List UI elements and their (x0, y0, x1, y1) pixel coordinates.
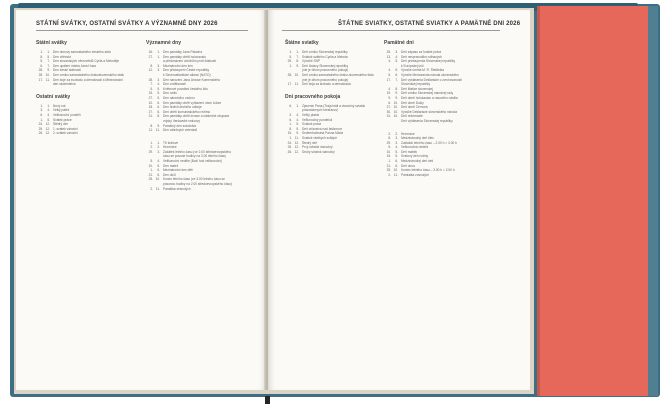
item-text: Nový rok (53, 103, 66, 108)
item-month: 4. (47, 112, 50, 117)
item-month: 4. (395, 54, 398, 59)
item-month: 1. (157, 140, 160, 145)
left-column-1 (36, 40, 140, 136)
item-day: 4. (388, 86, 391, 91)
item-day: 6. (388, 100, 391, 105)
item-day: 1. (289, 63, 292, 68)
item-text: Medzinárodný deň detí (401, 159, 434, 164)
item-text: Velký pátek (53, 108, 70, 113)
item-text: pravoslávnych kresťanov) (302, 108, 339, 113)
section-title-significant-days-cz: Významné dny (146, 40, 182, 46)
item-text: Památný den sokolstva (163, 123, 196, 128)
item-day: 17. (38, 77, 43, 82)
item-month: 8. (157, 114, 160, 119)
item-day: 27. (148, 95, 153, 100)
item-text: k Európskej únii (401, 63, 424, 68)
item-text: Velikonoční neděle (Boží hod velikonoční) (163, 159, 223, 164)
item-day: 1. (40, 117, 43, 122)
item-month: 7. (47, 59, 50, 64)
list-rest-days-sk (285, 104, 379, 155)
item-text: Veľkonočný pondelok (302, 117, 333, 122)
left-page-header: STÁTNÍ SVÁTKY, OSTATNÍ SVÁTKY A VÝZNAMNÉ DNY 2026 (36, 21, 218, 27)
item-text: a předcházení zločinům proti lidskosti (163, 59, 216, 64)
item-day (384, 119, 391, 124)
item-month: 6. (395, 159, 398, 164)
item-day: 6. (289, 103, 292, 108)
item-text: Sviatok svätého Cyrila a Metoda (302, 54, 348, 59)
right-page-header: ŠTÁTNE SVIATKY, OSTATNÉ SVIATKY A PAMÄTNÉ DNI 2026 (338, 21, 521, 27)
item-day: 3. (289, 112, 292, 117)
item-day: 10. (148, 163, 153, 168)
item-month: 11. (294, 135, 299, 140)
item-month: 5. (47, 117, 50, 122)
item-month: 11. (45, 77, 50, 82)
item-month: 5. (157, 86, 160, 91)
item-month: 7. (395, 77, 398, 82)
item-month: 11. (155, 128, 160, 133)
item-text: Medzinárodný deň žien (401, 136, 434, 141)
item-text: Zjavenie Pána (Traja králi a vianočný sviatok (302, 103, 366, 108)
item-month: 12. (294, 149, 299, 154)
item-day: 27. (386, 105, 391, 110)
item-day: 2. (388, 131, 391, 136)
item-text: Den památky obětí invaze a následné okupace (163, 114, 230, 119)
item-day: 6. (40, 112, 43, 117)
item-month: 6. (157, 105, 160, 110)
item-month: 5. (157, 95, 160, 100)
item-month: 11. (294, 82, 299, 87)
item-month: 9. (395, 95, 398, 100)
item-text: Výročie SNP (302, 59, 321, 64)
item-text: Den vzdělanosti (163, 82, 186, 87)
item-text: Svátek práce (53, 117, 72, 122)
item-text: Deň vyhlásenia Slovenskej republiky (401, 118, 453, 123)
item-day: 24. (287, 140, 292, 145)
item-text: Hromnice (163, 145, 177, 150)
item-day: 29. (148, 149, 153, 154)
item-text: Svetový deň rodiny (401, 154, 429, 159)
item-month: 1. (47, 103, 50, 108)
item-text: Začiatok letného času – 2.00 h = 3.00 h (401, 140, 457, 145)
item-month: 10. (393, 114, 398, 119)
item-text: Deň obetí Černovej (401, 105, 429, 110)
item-month: 12. (294, 145, 299, 150)
item-day: 17. (386, 77, 391, 82)
item-day: 1. (150, 140, 153, 145)
item-month: 9. (47, 68, 50, 73)
item-day: 3. (40, 108, 43, 113)
item-day: 25. (386, 50, 391, 54)
section-title-state-holidays-sk: Štátne sviatky (285, 40, 319, 46)
item-month: 4. (157, 82, 160, 87)
item-day: 25. (38, 126, 43, 131)
item-text: Štědrý den (53, 122, 69, 127)
item-month: 1. (157, 50, 160, 54)
item-text: Deň priestupenia Slovenskej republiky (401, 59, 456, 64)
item-month: 8. (296, 59, 299, 64)
item-text: Deň Matice slovenskej (401, 86, 433, 91)
item-text: Veľký piatok (302, 112, 320, 117)
item-text: Deň zápasu za ľudské práva (401, 50, 442, 54)
item-month: 4. (157, 159, 160, 164)
item-text: Konec letního času (ve 3.00 letního času se (163, 177, 225, 182)
item-text: Výročie Memoranda národa slovenského (401, 72, 459, 77)
item-text: Den narození Jana Ámose Komenského (163, 77, 221, 82)
item-day: 2. (150, 186, 153, 191)
item-month: 4. (47, 108, 50, 113)
item-day: 15. (386, 154, 391, 159)
item-day: 15. (148, 91, 153, 96)
section-title-memorial-days-sk: Pamätné dni (384, 40, 414, 46)
item-day: 19. (386, 91, 391, 96)
item-text: Štedrý deň (302, 140, 318, 145)
cover-spine-edge (648, 6, 658, 396)
item-text: (nie je dňom pracovného pokoja) (302, 77, 349, 82)
item-text: Den válečných veteránů (163, 128, 198, 133)
item-text: Den vítězství (53, 54, 72, 59)
item-day: 18. (148, 105, 153, 110)
item-day: 1. (289, 50, 292, 54)
item-month: 6. (157, 172, 160, 177)
item-text: Den matek (163, 163, 179, 168)
item-day: 7. (150, 82, 153, 87)
item-text: Koniec letného času – 3.00 h = 2.00 h (401, 168, 455, 173)
item-day: 8. (150, 63, 153, 68)
item-text: vojsky Varšavské smlouvy (163, 118, 200, 123)
item-month: 10. (294, 72, 299, 77)
item-day: 26. (287, 149, 292, 154)
left-column-2 (146, 40, 252, 191)
item-day: 28. (38, 68, 43, 73)
list-state-holidays-sk (285, 50, 379, 87)
item-text: Deň vzniku samostatného česko-slovenského štátu (302, 72, 375, 77)
item-text: k Severoatlantické alianci (NATO) (163, 72, 211, 77)
item-text: Den boje za svobodu a demokracii a Mezinárodní (53, 77, 123, 82)
item-text: Výročie úmrtia M. R. Štefánika (401, 68, 445, 73)
item-month: 12. (45, 126, 50, 131)
item-day: 25. (386, 168, 391, 173)
item-text: 2. svátek vánoční (53, 131, 78, 136)
item-text: Den památky Jana Palacha (163, 50, 202, 54)
item-day: 21. (148, 172, 153, 177)
item-day: 4. (388, 59, 391, 64)
item-text: Deň Ústavy Slovenskej republiky (302, 63, 349, 68)
item-day: 31. (386, 114, 391, 119)
item-month: 11. (393, 172, 398, 177)
item-month: 9. (395, 91, 398, 96)
item-month: 6. (157, 168, 160, 173)
item-text: Deň otcov (401, 163, 416, 168)
item-text: Sviatok všetkých svätých (302, 135, 338, 140)
item-day: 16. (148, 50, 153, 54)
item-month: 10. (393, 105, 398, 110)
section-title-other-holidays-cz: Ostatní svátky (36, 93, 71, 100)
item-text: Den vzniku samostatného československého státu (53, 72, 125, 77)
list-item (146, 128, 252, 133)
left-header-rule (36, 30, 248, 31)
item-text: Deň reformácie (401, 114, 423, 119)
section-title-rest-days-sk: Dni pracovného pokoja (285, 93, 341, 100)
item-day: 10. (148, 100, 153, 105)
item-month: 7. (47, 63, 50, 68)
item-day: 4. (388, 68, 391, 73)
item-day: 2. (150, 145, 153, 150)
item-month: 3. (157, 68, 160, 73)
item-month: 10. (393, 100, 398, 105)
item-day: 5. (40, 59, 43, 64)
item-month: 4. (296, 112, 299, 117)
item-day: 28. (148, 77, 153, 82)
item-text: Den památky obětí holocaustu (163, 54, 207, 59)
list-other-holidays-cz (36, 104, 140, 136)
list-item (36, 131, 140, 136)
item-text: Deň obetí holokaustu a rasového násilia (401, 95, 458, 100)
item-month: 3. (395, 140, 398, 145)
list-state-holidays-cz (36, 50, 140, 87)
item-text: Památka zesnulých (163, 186, 191, 191)
item-month: 12. (45, 122, 50, 127)
item-text: den studentstva (53, 82, 76, 87)
item-day: 1. (40, 103, 43, 108)
item-text: Sviatok práce (302, 122, 322, 127)
item-day: 29. (287, 59, 292, 64)
right-column-1 (285, 40, 379, 154)
list-significant-days-cz (146, 50, 252, 133)
item-day: 26. (38, 131, 43, 136)
item-day: 8. (40, 54, 43, 59)
item-day: 5. (150, 86, 153, 91)
item-month: 1. (296, 103, 299, 108)
item-text: Den obnovy samostatného českého státu (53, 50, 112, 54)
item-text: Den slovanských věrozvěstů Cyrila a Metoděje (53, 59, 120, 64)
item-month: 10. (155, 177, 160, 182)
item-text: Den rodin (163, 91, 177, 96)
item-day: 10. (386, 149, 391, 154)
item-day: 15. (287, 131, 292, 136)
item-month: 10. (393, 109, 398, 114)
item-month: 3. (157, 149, 160, 154)
item-day: 29. (386, 140, 391, 145)
item-month: 9. (296, 131, 299, 136)
item-text: Deň boja za slobodu a demokraciu (302, 82, 352, 87)
item-month: 5. (47, 54, 50, 59)
item-text: Veľkonočná nedeľa (401, 145, 429, 150)
item-month: 5. (296, 122, 299, 127)
item-day (36, 82, 43, 87)
list-item (146, 187, 252, 192)
item-day: 5. (388, 72, 391, 77)
item-day: 2. (388, 172, 391, 177)
item-text: Velikonoční pondělí (53, 112, 81, 117)
list-item (384, 173, 502, 178)
list-item (285, 82, 379, 87)
list-item (36, 82, 140, 87)
item-month: 6. (395, 163, 398, 168)
item-month: 10. (45, 72, 50, 77)
item-day: 12. (148, 68, 153, 73)
item-month: 5. (296, 126, 299, 131)
item-text: Květnové povstání českého lidu (163, 86, 208, 91)
list-memorial-days-sk (384, 50, 502, 124)
item-text: Sedembolestná Panna Mária (302, 131, 344, 136)
item-text: Deň víťazstva nad fašizmom (302, 126, 343, 131)
list-item (384, 119, 502, 124)
item-day: 27. (148, 109, 153, 114)
item-month: 5. (157, 163, 160, 168)
item-month: 12. (45, 131, 50, 136)
item-month: 5. (395, 59, 398, 64)
item-text: Den české státnosti (53, 68, 81, 73)
item-month: 6. (157, 100, 160, 105)
item-day: 17. (287, 82, 292, 87)
item-day: 5. (150, 159, 153, 164)
item-month: 1. (157, 54, 160, 59)
item-text: Hromnice (401, 131, 415, 136)
item-day: 28. (38, 72, 43, 77)
item-month: 3. (157, 63, 160, 68)
item-day: 1. (289, 122, 292, 127)
cover-flap-coral (537, 6, 652, 396)
item-text: Slovenskej republiky (401, 82, 431, 87)
item-month: 9. (296, 63, 299, 68)
item-month: 1. (47, 50, 50, 54)
item-month: 5. (395, 68, 398, 73)
item-month: 3. (395, 50, 398, 54)
item-text: Deň matiek (401, 149, 418, 154)
item-day: 24. (38, 122, 43, 127)
item-day: 28. (287, 72, 292, 77)
item-month (43, 82, 50, 87)
item-day: 11. (148, 128, 153, 133)
bookmark-ribbon (265, 396, 270, 404)
list-days-sk (384, 132, 502, 178)
item-day: 9. (388, 95, 391, 100)
list-days-cz (146, 141, 252, 192)
item-month (391, 119, 398, 124)
item-month: 8. (395, 86, 398, 91)
item-day: 1. (40, 50, 43, 54)
item-month: 4. (395, 145, 398, 150)
item-text: Mezinárodní den žen (163, 63, 193, 68)
item-day: 27. (148, 54, 153, 59)
item-text: Deň obetí Dukly (401, 100, 424, 105)
item-day: 1. (289, 135, 292, 140)
item-day: 6. (40, 63, 43, 68)
item-text: Den přistoupení České republiky (163, 68, 210, 73)
item-day: 21. (148, 114, 153, 119)
item-text: Mezinárodní den dětí (163, 168, 193, 173)
item-day: 8. (150, 123, 153, 128)
item-month: 2. (395, 131, 398, 136)
item-text: Den hrdinů druhého odboje (163, 105, 202, 110)
item-day: 25. (148, 177, 153, 182)
item-text: Prvý sviatok vianočný (302, 145, 333, 150)
item-month: 3. (395, 136, 398, 141)
item-text: Začátek letního času (ve 2.00 středoevropského (163, 149, 232, 154)
item-day: 5. (388, 145, 391, 150)
list-item (285, 150, 379, 155)
item-day: 1. (150, 168, 153, 173)
item-month: 6. (395, 72, 398, 77)
right-header-rule (282, 30, 500, 31)
item-text: Den upálení mistra Jana Husa (53, 63, 96, 68)
item-month: 5. (157, 91, 160, 96)
item-text: Tří králové (163, 140, 179, 145)
item-text: (nie je dňom pracovného pokoja) (302, 68, 349, 73)
item-month: 10. (393, 168, 398, 173)
item-text: Deň vzniku Slovenskej národnej rady (401, 91, 454, 96)
item-month: 6. (157, 109, 160, 114)
item-day: 8. (388, 136, 391, 141)
item-day: 21. (386, 163, 391, 168)
right-column-2 (384, 40, 502, 177)
item-text: Den otců (163, 172, 176, 177)
item-month: 3. (157, 77, 160, 82)
item-day: 25. (287, 145, 292, 150)
item-month: 5. (395, 149, 398, 154)
item-text: Deň nespravodlivo stíhaných (401, 54, 442, 59)
item-text: Deň vyhlásenia Deklarácie o zvrchovanosti (401, 77, 462, 82)
item-day: 30. (386, 109, 391, 114)
item-text: posunou hodiny na 2.00 středoevropského času) (163, 182, 232, 187)
item-text: Druhý sviatok vianočný (302, 149, 335, 154)
item-text: Výročie Deklarácie slovenského národa (401, 109, 457, 114)
item-day: 5. (289, 54, 292, 59)
item-month: 9. (157, 123, 160, 128)
item-day: 1. (388, 159, 391, 164)
item-day: 8. (289, 126, 292, 131)
item-text: času se posune hodiny na 3.00 letního času) (163, 154, 227, 159)
item-month: 12. (294, 140, 299, 145)
item-text: 1. svátek vánoční (53, 126, 78, 131)
item-text: Pamiatka zosnulých (401, 172, 430, 177)
item-month: 7. (296, 54, 299, 59)
item-month: 5. (395, 154, 398, 159)
item-text: Den národního vzdoru (163, 95, 195, 100)
item-text: Den obětí komunistického režimu (163, 109, 211, 114)
item-month: 1. (296, 50, 299, 54)
item-text: Den památky obětí vyhlazení obce Lidice (163, 100, 222, 105)
item-day: 13. (386, 54, 391, 59)
item-day: 6. (289, 117, 292, 122)
item-text: Deň vzniku Slovenskej republiky (302, 50, 348, 54)
section-title-state-holidays-cz: Státní svátky (36, 40, 67, 46)
item-month: 11. (155, 186, 160, 191)
item-month: 4. (296, 117, 299, 122)
item-month: 2. (157, 145, 160, 150)
